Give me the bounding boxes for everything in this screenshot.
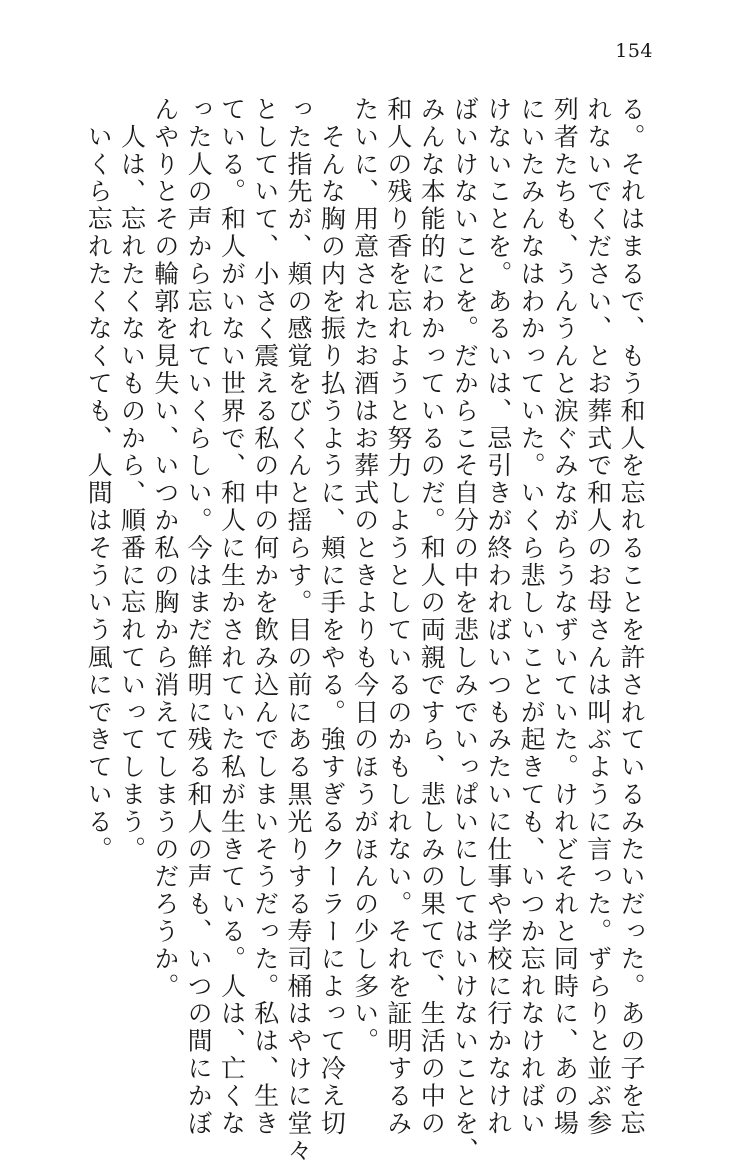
text-column: ている。和人がいない世界で、和人に生かされていた私が生きている。人は、亡くな bbox=[217, 96, 247, 1138]
text-column: 和人の残り香を忘れようと努力しようとしているのかもしれない。それを証明するみ bbox=[383, 96, 413, 1138]
text-column: としていて、小さく震える私の中の何かを飲み込んでしまいそうだった。私は、生き bbox=[250, 96, 280, 1138]
text-column: れないでください、とお葬式で和人のお母さんは叫ぶように言った。ずらりと並ぶ参 bbox=[583, 96, 613, 1138]
text-column: る。それはまるで、もう和人を忘れることを許されているみたいだった。あの子を忘 bbox=[617, 96, 646, 1138]
text-column: そんな胸の内を振り払うように、頬に手をやる。強すぎるクーラーによって冷え切 bbox=[317, 96, 347, 1138]
text-column: った人の声から忘れていくらしい。今はまだ鮮明に残る和人の声も、いつの間にかぼ bbox=[184, 96, 214, 1138]
text-column: にいたみんなはわかっていた。いくら悲しいことが起きても、いつか忘れなければい bbox=[517, 96, 547, 1138]
text-column: みんな本能的にわかっているのだ。和人の両親ですら、悲しみの果てで、生活の中の bbox=[417, 96, 447, 1138]
text-column: けないことを。あるいは、忌引きが終わればいつもみたいに仕事や学校に行かなけれ bbox=[483, 96, 513, 1138]
text-column: ばいけないことを。だからこそ自分の中を悲しみでいっぱいにしてはいけないことを、 bbox=[450, 96, 480, 1165]
text-column: 人は、忘れたくないものから、順番に忘れていってしまう。 bbox=[117, 96, 147, 864]
text-column: った指先が、頬の感覚をびくんと揺らす。目の前にある黒光りする寿司桶はやけに堂々 bbox=[284, 96, 314, 1165]
text-column: たいに、用意されたお酒はお葬式のときよりも今日のほうがほんの少し多い。 bbox=[350, 96, 380, 1055]
text-column: いくら忘れたくなくても、人間はそういう風にできている。 bbox=[84, 96, 114, 864]
vertical-text-block bbox=[83, 96, 647, 1165]
text-column: 列者たちも、うんうんと涙ぐみながらうなずいていた。けれどそれと同時に、あの場 bbox=[550, 96, 580, 1138]
page-number: 154 bbox=[615, 40, 653, 62]
text-column: んやりとその輪郭を見失い、いつか私の胸から消えてしまうのだろうか。 bbox=[150, 96, 180, 1001]
